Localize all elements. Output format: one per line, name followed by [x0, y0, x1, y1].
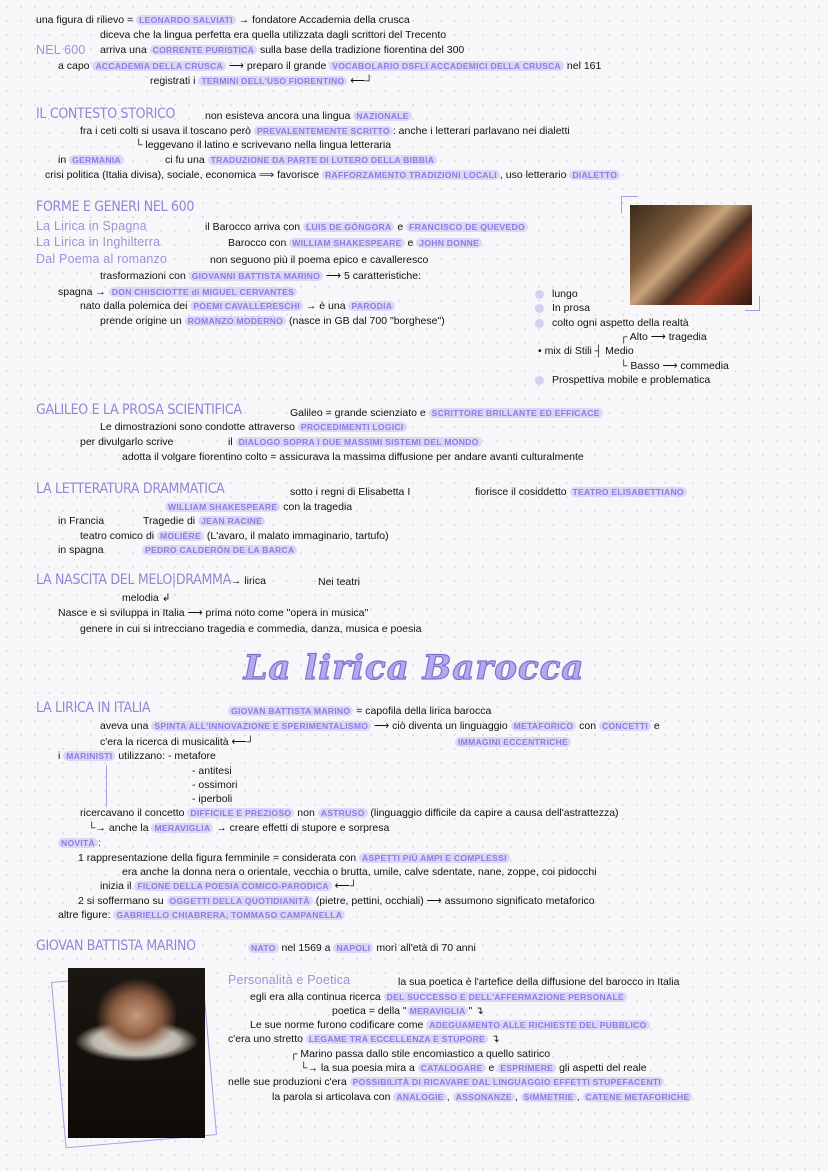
- highlight: PROCEDIMENTI LOGICI: [298, 422, 407, 432]
- text: non seguono più il poema epico e cavalleresco: [210, 254, 429, 266]
- text: └→ la sua poesia mira a: [300, 1062, 418, 1074]
- note-line: [165, 153, 437, 167]
- highlight: TRADUZIONE DA PARTE DI LUTERO DELLA BIBBIA: [208, 155, 438, 165]
- text: ⟵┘: [331, 880, 358, 892]
- note-line: [300, 1061, 647, 1075]
- text: con la tragedia: [280, 501, 353, 513]
- note-line: [36, 219, 147, 234]
- heading: LA NASCITA DEL MELO|DRAMMA: [36, 572, 231, 588]
- text: inizia il: [100, 880, 135, 892]
- highlight: FRANCISCO DE QUEVEDO: [406, 222, 528, 232]
- note-line: [228, 1075, 664, 1089]
- photo-frame-corner: [745, 296, 760, 311]
- highlight: METAFORICO: [511, 721, 577, 731]
- note-line: [455, 735, 571, 749]
- text: trasformazioni con: [100, 270, 189, 282]
- text: Barocco con: [228, 237, 290, 249]
- highlight: CATENE METAFORICHE: [583, 1092, 693, 1102]
- text: - iperboli: [192, 793, 233, 805]
- text: : anche i letterari parlavano nei dialetti: [392, 125, 570, 137]
- note-line: [228, 236, 482, 250]
- note-line: [165, 500, 352, 514]
- note-line: [192, 764, 232, 778]
- note-line: [36, 701, 150, 716]
- highlight: CONCETTI: [599, 721, 651, 731]
- text: registrati i: [150, 75, 199, 87]
- subheading: La Lirica in Inghilterra: [36, 235, 161, 249]
- heading: GIOVAN BATTISTA MARINO: [36, 938, 196, 954]
- text: il Barocco arriva con: [205, 221, 304, 233]
- heading: FORME E GENERI NEL 600: [36, 199, 195, 215]
- text: in Francia: [58, 515, 105, 527]
- text: in spagna: [58, 544, 104, 556]
- note-line: [150, 74, 373, 88]
- highlight: POSSIBILITÀ DI RICAVARE DAL LINGUAGGIO EFFETTI STUPEFACENTI: [350, 1077, 664, 1087]
- text: nel 161: [563, 60, 602, 72]
- note-line: [58, 749, 216, 763]
- note-line: [58, 59, 601, 73]
- note-line: [620, 359, 729, 373]
- text: Le sue norme furono codificare come: [250, 1019, 427, 1031]
- highlight: POEMI CAVALLERESCHI: [190, 301, 303, 311]
- highlight: LUIS DE GÓNGORA: [303, 222, 394, 232]
- text: una figura di rilievo =: [36, 14, 137, 26]
- note-line: [205, 220, 528, 234]
- note-line: [58, 543, 104, 557]
- text: → è una: [302, 300, 349, 312]
- note-line: [318, 575, 360, 589]
- note-line: [122, 591, 171, 605]
- highlight: ADEGUAMENTO ALLE RICHIESTE DEL PUBBLICO: [426, 1020, 649, 1030]
- note-line: [36, 235, 160, 250]
- text: Nasce e si sviluppa in Italia ⟶ prima noto come "opera in musica": [58, 607, 369, 619]
- bullet-icon: [535, 304, 544, 313]
- text: egli era alla continua ricerca: [250, 991, 384, 1003]
- text: nel 1569 a: [278, 942, 334, 954]
- text: ,: [446, 1091, 453, 1103]
- note-line: [205, 109, 412, 123]
- note-line: [535, 373, 710, 387]
- highlight: DIALETTO: [569, 170, 620, 180]
- note-line: [228, 704, 491, 718]
- text: sotto i regni di Elisabetta I: [290, 486, 411, 498]
- note-line: [475, 485, 687, 499]
- text: colto ogni aspetto della realtà: [552, 317, 689, 329]
- highlight: SIMMETRIE: [521, 1092, 577, 1102]
- text: c'era la ricerca di musicalità ⟵┘: [100, 736, 255, 748]
- highlight: ASSONANZE: [453, 1092, 515, 1102]
- note-line: [100, 28, 446, 42]
- highlight: MARINISTI: [63, 751, 115, 761]
- note-line: [210, 253, 428, 267]
- note-line: [100, 735, 254, 749]
- note-line: [80, 529, 389, 543]
- text: ⟶ 5 caratteristiche:: [323, 270, 421, 282]
- text: prende origine un: [100, 315, 185, 327]
- section-title: La lirica Barocca: [243, 648, 585, 688]
- text: Le dimostrazioni sono condotte attraverso: [100, 421, 298, 433]
- subheading: La Lirica in Spagna: [36, 219, 147, 233]
- highlight: IMMAGINI ECCENTRICHE: [455, 737, 571, 747]
- note-line: [36, 482, 225, 497]
- highlight: GIOVAN BATTISTA MARINO: [228, 706, 353, 716]
- note-line: [535, 316, 689, 330]
- note-line: [192, 778, 238, 792]
- text: └ leggevano il latino e scrivevano nella lingua letteraria: [135, 139, 392, 151]
- text: ┌ Marino passa dallo stile encomiastico a quello satirico: [290, 1048, 551, 1060]
- text: nato dalla polemica dei: [80, 300, 191, 312]
- text: └→ anche la: [88, 822, 152, 834]
- highlight: MERAVIGLIA: [151, 823, 213, 833]
- highlight: DON CHISCIOTTE di MIGUEL CERVANTES: [109, 287, 297, 297]
- text: • mix di Stili ┤ Medio: [538, 345, 634, 357]
- note-line: [36, 252, 167, 267]
- note-line: [36, 403, 242, 418]
- note-line: [58, 153, 124, 167]
- text: 1 rappresentazione della figura femminile = considerata con: [78, 852, 360, 864]
- note-line: [80, 622, 421, 636]
- text: diceva che la lingua perfetta era quella utilizzata dagli scrittori del Trecento: [100, 29, 447, 41]
- highlight: FILONE DELLA POESIA COMICO-PARODICA: [134, 881, 331, 891]
- note-line: [290, 1047, 550, 1061]
- note-line: [100, 43, 464, 57]
- highlight: GIOVANNI BATTISTA MARINO: [189, 271, 323, 281]
- text: fra i ceti colti si usava il toscano però: [80, 125, 254, 137]
- text: c'era uno stretto: [228, 1033, 306, 1045]
- text: ⟵┘: [347, 75, 373, 87]
- text: Prospettiva mobile e problematica: [552, 374, 711, 386]
- note-line: [620, 330, 707, 344]
- note-line: [250, 1018, 650, 1032]
- note-line: [80, 435, 173, 449]
- note-line: [250, 990, 627, 1004]
- note-line: [248, 941, 476, 955]
- note-line: [272, 1090, 692, 1104]
- note-line: [100, 879, 357, 893]
- text: = capofila della lirica barocca: [353, 705, 492, 717]
- baroque-painting-image: [630, 205, 752, 305]
- heading: LA LETTERATURA DRAMMATICA: [36, 481, 225, 497]
- note-line: [100, 719, 660, 733]
- text: e: [394, 221, 407, 233]
- text: la sua poetica è l'artefice della diffusione del barocco in Italia: [398, 976, 680, 988]
- highlight: TERMINI DELL'USO FIORENTINO: [198, 76, 347, 86]
- highlight: NAZIONALE: [353, 111, 411, 121]
- text: In prosa: [552, 302, 590, 314]
- text: i: [58, 750, 64, 762]
- text: ci fu una: [165, 154, 208, 166]
- highlight: RAFFORZAMENTO TRADIZIONI LOCALI: [322, 170, 500, 180]
- text: - antitesi: [192, 765, 232, 777]
- text: con: [576, 720, 600, 732]
- highlight: VOCABOLARIO DSFLI ACCADEMICI DELLA CRUSCA: [329, 61, 564, 71]
- text: altre figure:: [58, 909, 114, 921]
- note-line: [88, 821, 389, 835]
- text: :: [97, 837, 101, 849]
- highlight: CATALOGARE: [418, 1063, 486, 1073]
- text: → lirica: [230, 575, 266, 587]
- note-line: [535, 301, 590, 315]
- text: crisi politica (Italia divisa), sociale, economica ⟹ favorisce: [45, 169, 323, 181]
- highlight: ASPETTI PIÙ AMPI E COMPLESSI: [359, 853, 510, 863]
- highlight: TEATRO ELISABETTIANO: [570, 487, 687, 497]
- text: ┌ Alto ⟶ tragedia: [620, 331, 707, 343]
- highlight: CORRENTE PURISTICA: [150, 45, 257, 55]
- text: " ↴: [468, 1005, 484, 1017]
- text: melodia ↲: [122, 592, 171, 604]
- text: (nasce in GB dal 700 "borghese"): [286, 315, 445, 327]
- heading: GALILEO E LA PROSA SCIENTIFICA: [36, 402, 242, 418]
- text: spagna →: [58, 286, 109, 298]
- highlight: SCRITTORE BRILLANTE ED EFFICACE: [429, 408, 603, 418]
- subheading: Personalità e Poetica: [228, 973, 351, 987]
- note-line: [80, 806, 619, 820]
- highlight: WILLIAM SHAKESPEARE: [289, 238, 404, 248]
- highlight: JEAN RACINE: [198, 516, 265, 526]
- text: ,: [514, 1091, 521, 1103]
- text: e: [650, 720, 660, 732]
- bullet-icon: [535, 376, 544, 385]
- note-line: [36, 939, 196, 954]
- text: ↴: [488, 1033, 500, 1045]
- text: in: [58, 154, 70, 166]
- note-line: [78, 851, 510, 865]
- highlight: LEONARDO SALVIATI: [136, 15, 236, 25]
- note-line: [58, 514, 104, 528]
- note-line: [142, 543, 297, 557]
- text: - ossimori: [192, 779, 238, 791]
- note-line: [78, 894, 595, 908]
- text: poetica = della ": [332, 1005, 407, 1017]
- text: per divulgarlo scrive: [80, 436, 174, 448]
- note-line: [228, 1032, 500, 1046]
- text: era anche la donna nera o orientale, vecchia o brutta, umile, calve sdentate, nane, zoppe, coi pidocchi: [122, 866, 597, 878]
- note-line: [36, 107, 175, 122]
- note-line: [100, 420, 407, 434]
- text: 2 si soffermano su: [78, 895, 167, 907]
- note-line: [100, 314, 445, 328]
- note-line: [122, 865, 597, 879]
- note-line: [100, 269, 421, 283]
- text: lungo: [552, 288, 578, 300]
- highlight: NATO: [248, 943, 279, 953]
- note-line: [80, 124, 570, 138]
- highlight: ASTRUSO: [318, 808, 368, 818]
- text: gli aspetti del reale: [556, 1062, 647, 1074]
- text: genere in cui si intrecciano tragedia e commedia, danza, musica e poesia: [80, 623, 422, 635]
- subheading: NEL 600: [36, 43, 86, 57]
- highlight: NOVITÀ: [58, 838, 98, 848]
- text: morì all'età di 70 anni: [373, 942, 476, 954]
- text: → creare effetti di stupore e sorpresa: [213, 822, 390, 834]
- highlight: OGGETTI DELLA QUOTIDIANITÀ: [167, 896, 313, 906]
- text: , uso letterario: [499, 169, 570, 181]
- text: sulla base della tradizione fiorentina del 300: [257, 44, 465, 56]
- text: non esisteva ancora una lingua: [205, 110, 354, 122]
- highlight: PEDRO CALDERÓN DE LA BARCA: [142, 545, 297, 555]
- note-line: [36, 200, 194, 215]
- highlight: MERAVIGLIA: [407, 1006, 469, 1016]
- highlight: DIFFICILE E PREZIOSO: [187, 808, 294, 818]
- highlight: JOHN DONNE: [416, 238, 482, 248]
- note-line: [122, 450, 584, 464]
- down-arrow-icon: [106, 765, 107, 807]
- highlight: LEGAME TRA ECCELLENZA E STUPORE: [306, 1034, 488, 1044]
- highlight: NAPOLI: [333, 943, 373, 953]
- text: Tragedie di: [143, 515, 199, 527]
- note-line: [143, 514, 265, 528]
- text: ⟶ preparo il grande: [226, 60, 330, 72]
- highlight: PREVALENTEMENTE SCRITTO: [254, 126, 393, 136]
- note-line: [36, 573, 266, 588]
- note-line: [58, 285, 297, 299]
- heading: IL CONTESTO STORICO: [36, 106, 176, 122]
- text: ⟶ ciò diventa un linguaggio: [371, 720, 511, 732]
- highlight: ROMANZO MODERNO: [185, 316, 286, 326]
- text: (L'avaro, il malato immaginario, tartufo): [203, 530, 389, 542]
- text: Nei teatri: [318, 576, 361, 588]
- highlight: DIALOGO SOPRA I DUE MASSIMI SISTEMI DEL MONDO: [236, 437, 482, 447]
- text: e: [485, 1062, 498, 1074]
- subheading: Dal Poema al romanzo: [36, 252, 168, 266]
- highlight: ACCADEMIA DELLA CRUSCA: [92, 61, 226, 71]
- text: ,: [576, 1091, 583, 1103]
- text: Galileo = grande scienziato e: [290, 407, 429, 419]
- text: aveva una: [100, 720, 152, 732]
- text: nelle sue produzioni c'era: [228, 1076, 350, 1088]
- note-line: [58, 908, 345, 922]
- note-line: [398, 975, 679, 989]
- highlight: GABRIELLO CHIABRERA, TOMMASO CAMPANELLA: [113, 910, 345, 920]
- note-line: [36, 43, 86, 58]
- highlight: SPINTA ALL'INNOVAZIONE E SPERIMENTALISMO: [151, 721, 371, 731]
- text: utilizzano: - metafore: [115, 750, 216, 762]
- text: il: [228, 436, 236, 448]
- text: teatro comico di: [80, 530, 158, 542]
- text: → fondatore Accademia della crusca: [235, 14, 410, 26]
- highlight: ESPRIMERE: [497, 1063, 556, 1073]
- note-line: [58, 606, 368, 620]
- text: fiorisce il cosiddetto: [475, 486, 570, 498]
- highlight: GERMANIA: [69, 155, 124, 165]
- bullet-icon: [535, 319, 544, 328]
- text: adotta il volgare fiorentino colto = assicurava la massima diffusione per andare avanti culturalmente: [122, 451, 584, 463]
- text: e: [404, 237, 417, 249]
- marino-portrait-image: [68, 968, 205, 1138]
- highlight: DEL SUCCESSO E DELL'AFFERMAZIONE PERSONALE: [384, 992, 627, 1002]
- note-line: [290, 485, 410, 499]
- highlight: PARODIA: [348, 301, 395, 311]
- note-line: [535, 287, 578, 301]
- text: non: [294, 807, 318, 819]
- text: ricercavano il concetto: [80, 807, 188, 819]
- note-line: [332, 1004, 484, 1018]
- note-line: [228, 973, 350, 988]
- highlight: ANALOGIE: [393, 1092, 446, 1102]
- note-line: [290, 406, 603, 420]
- note-line: [228, 435, 482, 449]
- note-line: [45, 168, 620, 182]
- note-line: [192, 792, 232, 806]
- note-line: [36, 13, 410, 27]
- heading: LA LIRICA IN ITALIA: [36, 700, 151, 716]
- text: (linguaggio difficile da capire a causa dell'astrattezza): [367, 807, 619, 819]
- text: └ Basso ⟶ commedia: [620, 360, 729, 372]
- note-line: [538, 344, 634, 358]
- text: la parola si articolava con: [272, 1091, 394, 1103]
- text: arriva una: [100, 44, 150, 56]
- highlight: WILLIAM SHAKESPEARE: [165, 502, 280, 512]
- text: a capo: [58, 60, 93, 72]
- note-line: [58, 836, 101, 850]
- bullet-icon: [535, 290, 544, 299]
- note-line: [80, 299, 395, 313]
- highlight: MOLIÈRE: [157, 531, 204, 541]
- text: (pietre, pettini, occhiali) ⟶ assumono significato metaforico: [312, 895, 595, 907]
- note-line: [135, 138, 391, 152]
